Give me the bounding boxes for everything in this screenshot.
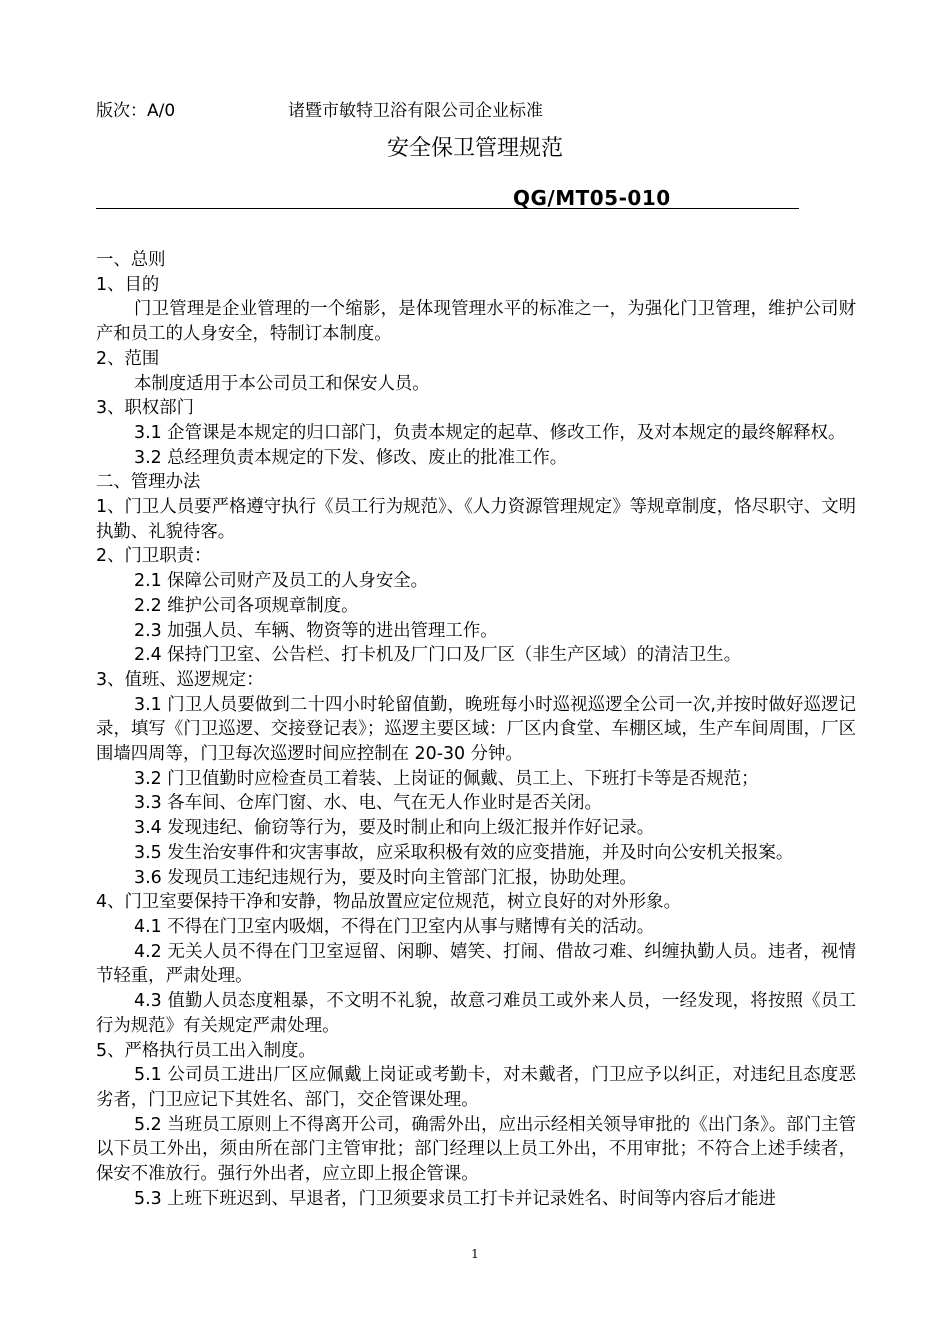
- clause: 4.1 不得在门卫室内吸烟，不得在门卫室内从事与赌博有关的活动。: [134, 916, 655, 937]
- page-number: 1: [471, 1247, 479, 1261]
- subsection-heading: 2、门卫职责：: [96, 546, 212, 567]
- subsection-heading: 3、值班、巡逻规定：: [96, 669, 264, 690]
- clause: 5.2 当班员工原则上不得离开公司，确需外出，应出示经相关领导审批的《出门条》。部门主管以下员工外出，须由所在部门主管审批；部门经理以上员工外出，不用审批；不符合上述手续者，保安不准放行。强行外出者，应立即上报企管课。: [96, 1114, 856, 1185]
- section-heading: 一、总则: [96, 250, 166, 270]
- clause: 4.3 值勤人员态度粗暴，不文明不礼貌，故意刁难员工或外来人员，一经发现，将按照《员工行为规范》有关规定严肃处理。: [96, 991, 856, 1036]
- document-title: 安全保卫管理规范: [386, 136, 563, 161]
- clause: 3.5 发生治安事件和灾害事故，应采取积极有效的应变措施，并及时向公安机关报案。: [134, 842, 794, 863]
- company-standard-label: 诸暨市敏特卫浴有限公司企业标准: [288, 101, 543, 121]
- body-paragraph: 门卫管理是企业管理的一个缩影，是体现管理水平的标准之一，为强化门卫管理，维护公司财产和员工的人身安全，特制订本制度。: [96, 299, 856, 345]
- clause: 2.1 保障公司财产及员工的人身安全。: [134, 571, 429, 592]
- section-heading: 二、管理办法: [96, 472, 201, 493]
- clause: 2.2 维护公司各项规章制度。: [134, 595, 359, 616]
- subsection-heading: 2、范围: [96, 348, 160, 369]
- clause: 5.3 上班下班迟到、早退者，门卫须要求员工打卡并记录姓名、时间等内容后才能进: [134, 1188, 776, 1209]
- subsection-heading: 4、门卫室要保持干净和安静，物品放置应定位规范，树立良好的对外形象。: [96, 892, 681, 913]
- clause: 3.1 企管课是本规定的归口部门，负责本规定的起草、修改工作，及对本规定的最终解释权。: [134, 422, 846, 443]
- header-divider: [96, 208, 799, 209]
- body-paragraph: 本制度适用于本公司员工和保安人员。: [134, 373, 430, 394]
- clause: 3.2 总经理负责本规定的下发、修改、废止的批准工作。: [134, 447, 568, 468]
- subsection-heading: 1、目的: [96, 274, 160, 295]
- subsection-heading: 5、严格执行员工出入制度。: [96, 1040, 316, 1061]
- subsection-heading: 3、职权部门: [96, 398, 195, 419]
- clause: 3.4 发现违纪、偷窃等行为，要及时制止和向上级汇报并作好记录。: [134, 818, 655, 839]
- document-body: [96, 248, 856, 1211]
- subsection-heading: 1、门卫人员要严格遵守执行《员工行为规范》、《人力资源管理规定》等规章制度，恪尽职守、文明执勤、礼貌待客。: [96, 497, 856, 542]
- clause: 3.1 门卫人员要做到二十四小时轮留值勤，晚班每小时巡视巡逻全公司一次,并按时做好巡逻记录，填写《门卫巡逻、交接登记表》；巡逻主要区域：厂区内食堂、车棚区域，生产车间周围，厂区围墙四周等，门卫每次巡逻时间应控制在 20-30 分钟。: [96, 694, 856, 765]
- document-code: QG/MT05-010: [513, 186, 671, 210]
- clause: 3.6 发现员工违纪违规行为，要及时向主管部门汇报，协助处理。: [134, 867, 637, 888]
- clause: 2.4 保持门卫室、公告栏、打卡机及厂门口及厂区（非生产区域）的清洁卫生。: [134, 645, 742, 666]
- clause: 3.3 各车间、仓库门窗、水、电、气在无人作业时是否关闭。: [134, 793, 602, 814]
- clause: 2.3 加强人员、车辆、物资等的进出管理工作。: [134, 620, 498, 641]
- clause: 3.2 门卫值勤时应检查员工着装、上岗证的佩戴、员工上、下班打卡等是否规范；: [134, 768, 759, 789]
- clause: 4.2 无关人员不得在门卫室逗留、闲聊、嬉笑、打闹、借故刁难、纠缠执勤人员。违者，视情节轻重，严肃处理。: [96, 941, 856, 987]
- clause: 5.1 公司员工进出厂区应佩戴上岗证或考勤卡，对未戴者，门卫应予以纠正，对违纪且态度恶劣者，门卫应记下其姓名、部门，交企管课处理。: [96, 1065, 856, 1110]
- document-version: 版次：A/0: [96, 101, 176, 121]
